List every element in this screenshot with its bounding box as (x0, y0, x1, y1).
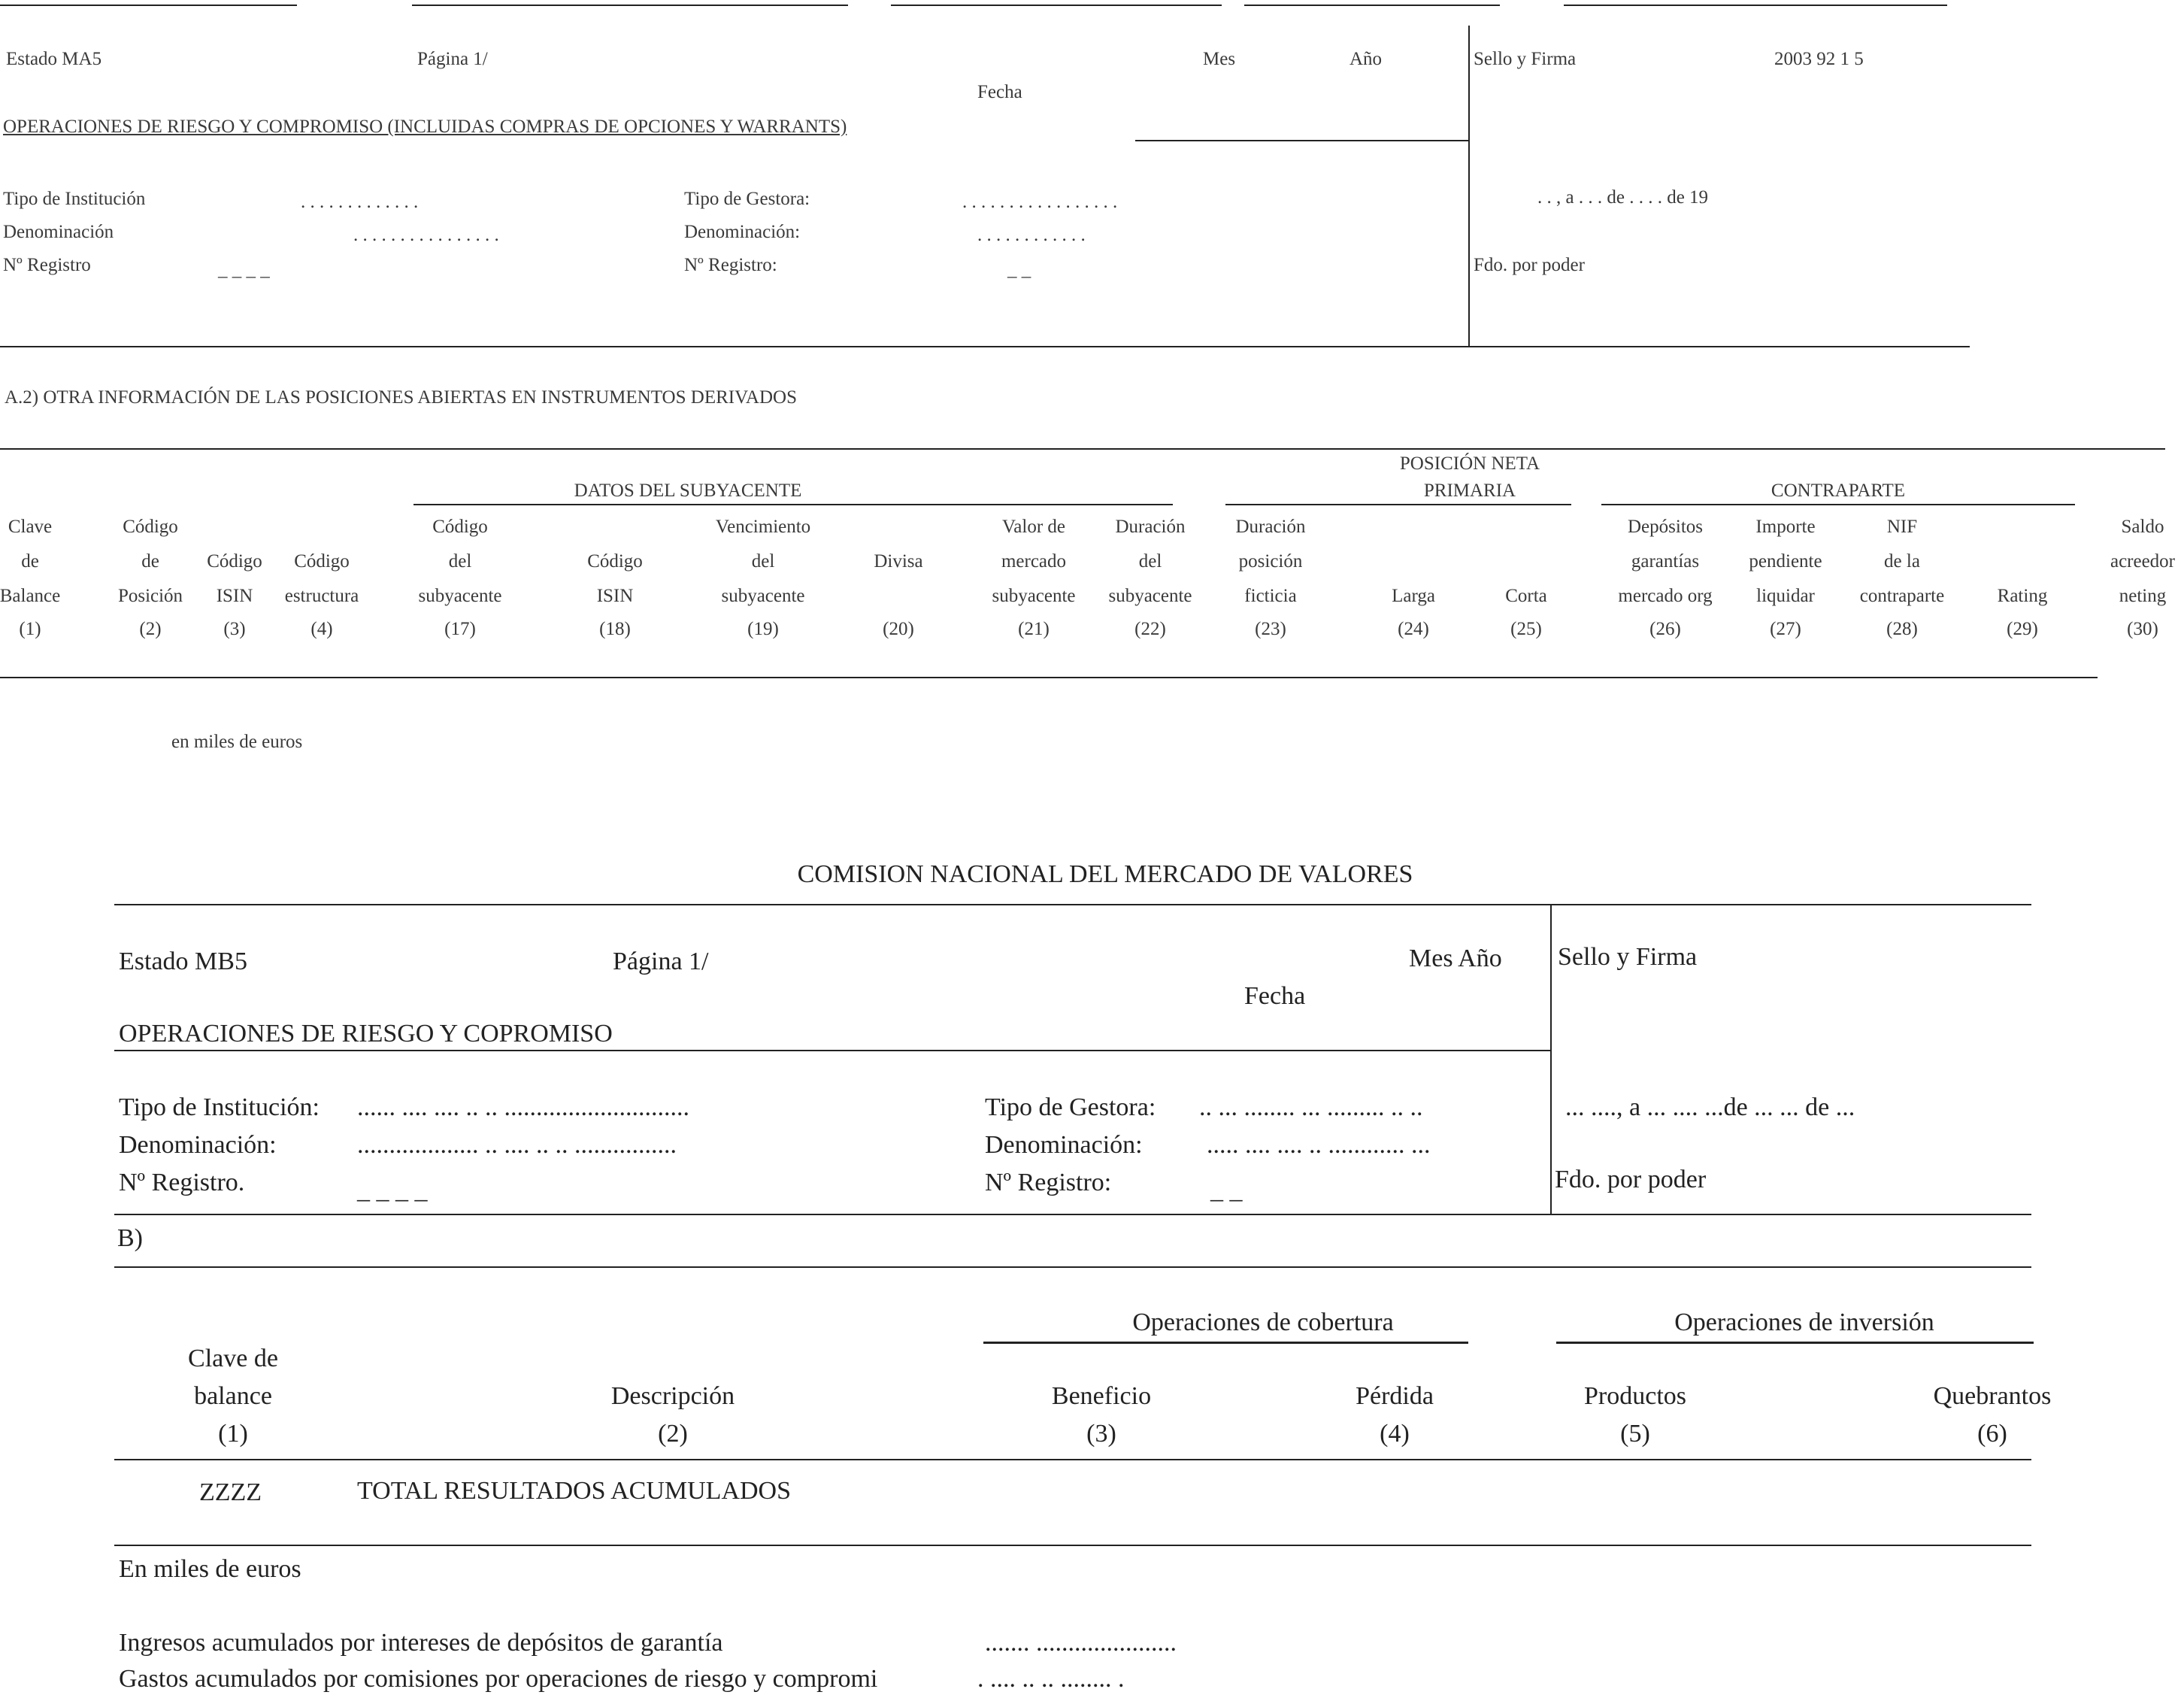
upper-col-16-line-4: (28) (1886, 619, 1918, 639)
lower-col-1-line-2: balance (194, 1382, 272, 1410)
group-cobertura-rule (983, 1342, 1468, 1344)
fecha-label: Fecha (1244, 982, 1306, 1010)
upper-col-15-line-3: liquidar (1756, 586, 1815, 606)
upper-col-18-line-1: Saldo (2121, 517, 2164, 537)
table-bottom-rule (0, 677, 2098, 678)
group-datos-rule (413, 504, 1173, 505)
upper-col-13-line-3: Corta (1505, 586, 1547, 606)
left-field-3: Nº Registro. (119, 1169, 245, 1196)
lower-col-3-line-3: (3) (1086, 1420, 1116, 1448)
left-field-2: Denominación: (119, 1131, 277, 1159)
table-header-rule (114, 1459, 2031, 1460)
upper-col-7-line-3: subyacente (721, 586, 805, 606)
estado-label: Estado MA5 (6, 49, 102, 69)
lower-col-6-line-2: Quebrantos (1933, 1382, 2052, 1410)
upper-col-5-line-2: del (448, 551, 472, 572)
upper-col-6-line-4: (18) (599, 619, 631, 639)
group-posicion-1: POSICIÓN NETA (1399, 453, 1540, 474)
pagina-label: Página 1/ (417, 49, 488, 69)
lower-col-5-line-2: Productos (1584, 1382, 1686, 1410)
upper-col-13-line-4: (25) (1510, 619, 1542, 639)
upper-col-1-line-3: Balance (0, 586, 61, 606)
group-cobertura: Operaciones de cobertura (1132, 1308, 1394, 1336)
upper-col-11-line-1: Duración (1235, 517, 1306, 537)
upper-col-7-line-4: (19) (747, 619, 779, 639)
right-value-1[interactable]: .. ... ........ ... ......... .. .. (1199, 1093, 1423, 1121)
upper-col-14-line-3: mercado org (1618, 586, 1713, 606)
upper-col-17-line-3: Rating (1997, 586, 2048, 606)
upper-col-18-line-4: (30) (2127, 619, 2158, 639)
upper-col-16-line-1: NIF (1886, 517, 1918, 537)
upper-col-14-line-2: garantías (1631, 551, 1700, 572)
upper-col-11-line-3: ficticia (1244, 586, 1297, 606)
upper-col-14-line-1: Depósitos (1628, 517, 1703, 537)
table-top-rule (0, 448, 2165, 450)
left-value-1[interactable]: ...... .... .... .. .. ............................. (357, 1093, 689, 1121)
upper-col-1-line-4: (1) (19, 619, 41, 639)
upper-col-3-line-4: (3) (223, 619, 246, 639)
left-value-3[interactable]: _ _ _ _ (357, 1176, 428, 1204)
upper-col-10-line-2: del (1138, 551, 1162, 572)
right-field-3: Nº Registro: (684, 255, 777, 275)
group-contraparte-rule (1601, 504, 2075, 505)
pagina-label: Página 1/ (613, 948, 709, 975)
upper-col-3-line-2: Código (207, 551, 262, 572)
upper-col-6-line-2: Código (587, 551, 643, 572)
anio-label: Año (1349, 49, 1383, 69)
right-field-2: Denominación: (985, 1131, 1143, 1159)
right-value-1[interactable]: . . . . . . . . . . . . . . . . . (962, 192, 1118, 212)
upper-col-8-line-4: (20) (883, 619, 914, 639)
right-field-2: Denominación: (684, 222, 801, 242)
upper-col-3-line-3: ISIN (216, 586, 253, 606)
upper-col-14-line-4: (26) (1649, 619, 1681, 639)
upper-col-18-line-3: neting (2119, 586, 2167, 606)
group-posicion-rule (1225, 504, 1571, 505)
footer-label-1: Ingresos acumulados por intereses de depósitos de garantía (119, 1629, 723, 1657)
lower-col-1-line-1: Clave de (188, 1345, 278, 1372)
upper-col-1-line-2: de (21, 551, 39, 572)
upper-col-15-line-4: (27) (1770, 619, 1801, 639)
left-value-3[interactable]: _ _ _ _ (218, 259, 270, 280)
upper-col-9-line-1: Valor de (1002, 517, 1065, 537)
top-rule (1564, 5, 1947, 6)
fdo-label: Fdo. por poder (1474, 255, 1585, 275)
fecha-rule (1135, 140, 1468, 141)
upper-col-2-line-3: Posición (117, 586, 183, 606)
section-rule (114, 1266, 2031, 1268)
left-field-3: Nº Registro (3, 255, 91, 275)
left-value-2[interactable]: . . . . . . . . . . . . . . . . (353, 225, 499, 245)
title-rule (114, 1050, 1550, 1051)
sello-divider (1550, 904, 1552, 1214)
upper-col-2-line-1: Código (123, 517, 178, 537)
footer-dots-2[interactable]: . .... .. .. ........ . (977, 1665, 1125, 1693)
group-inversion: Operaciones de inversión (1674, 1308, 1934, 1336)
lower-col-4-line-2: Pérdida (1356, 1382, 1434, 1410)
left-field-1: Tipo de Institución (3, 189, 146, 209)
lower-col-6-line-3: (6) (1977, 1420, 2007, 1448)
right-value-2[interactable]: ..... .... .... .. ............ ... (1207, 1131, 1431, 1159)
right-value-2[interactable]: . . . . . . . . . . . . (977, 225, 1086, 245)
form-code: 2003 92 1 5 (1774, 49, 1864, 69)
upper-col-4-line-3: estructura (284, 586, 359, 606)
upper-col-9-line-4: (21) (1018, 619, 1050, 639)
upper-col-5-line-1: Código (432, 517, 488, 537)
estado-label: Estado MB5 (119, 948, 247, 975)
upper-col-15-line-1: Importe (1755, 517, 1816, 537)
mes-anio-label: Mes Año (1409, 945, 1502, 972)
upper-col-4-line-2: Código (294, 551, 350, 572)
upper-col-7-line-1: Vencimiento (715, 517, 811, 537)
table-bottom-rule (114, 1545, 2031, 1546)
footer-label-2: Gastos acumulados por comisiones por operaciones de riesgo y compromi (119, 1665, 878, 1693)
upper-col-2-line-4: (2) (139, 619, 162, 639)
left-value-2[interactable]: ................... .. .... .. .. ................ (357, 1131, 677, 1159)
upper-col-5-line-3: subyacente (418, 586, 502, 606)
upper-col-18-line-2: acreedor (2110, 551, 2176, 572)
form-title: OPERACIONES DE RIESGO Y COMPROMISO (INCLUIDAS COMPRAS DE OPCIONES Y WARRANTS) (3, 117, 847, 137)
lower-col-4-line-3: (4) (1380, 1420, 1410, 1448)
upper-col-2-line-2: de (141, 551, 159, 572)
upper-col-6-line-3: ISIN (596, 586, 634, 606)
footer-dots-1[interactable]: ....... ...................... (985, 1629, 1177, 1657)
upper-col-10-line-4: (22) (1134, 619, 1166, 639)
sello-label: Sello y Firma (1474, 49, 1577, 69)
place-date[interactable]: ... ...., a ... .... ...de ... ... de ... (1565, 1093, 1855, 1121)
place-date[interactable]: . . , a . . . de . . . . de 19 (1537, 187, 1709, 208)
top-rule (1244, 5, 1500, 6)
right-field-1: Tipo de Gestora: (985, 1093, 1156, 1121)
left-value-1[interactable]: . . . . . . . . . . . . . (301, 192, 419, 212)
top-rule (891, 5, 1222, 6)
mes-label: Mes (1203, 49, 1236, 69)
section-title: B) (117, 1224, 143, 1252)
upper-col-1-line-1: Clave (8, 517, 53, 537)
cnmv-header: COMISION NACIONAL DEL MERCADO DE VALORES (797, 860, 1413, 888)
right-field-3: Nº Registro: (985, 1169, 1112, 1196)
upper-col-12-line-3: Larga (1392, 586, 1435, 606)
upper-col-7-line-2: del (751, 551, 775, 572)
group-posicion-2: PRIMARIA (1423, 481, 1516, 501)
row-clave: ZZZZ (199, 1478, 262, 1506)
top-rule (0, 5, 297, 6)
lower-col-1-line-3: (1) (218, 1420, 248, 1448)
units-note: En miles de euros (119, 1555, 301, 1583)
units-note: en miles de euros (171, 732, 303, 752)
upper-col-4-line-4: (4) (310, 619, 333, 639)
lower-col-3-line-2: Beneficio (1051, 1382, 1152, 1410)
upper-col-11-line-2: posición (1238, 551, 1303, 572)
fdo-label: Fdo. por poder (1555, 1166, 1707, 1193)
left-field-1: Tipo de Institución: (119, 1093, 320, 1121)
row-descripcion: TOTAL RESULTADOS ACUMULADOS (357, 1477, 792, 1505)
lower-col-5-line-3: (5) (1620, 1420, 1650, 1448)
upper-col-17-line-4: (29) (2007, 619, 2038, 639)
upper-col-9-line-3: subyacente (992, 586, 1076, 606)
section-title: A.2) OTRA INFORMACIÓN DE LAS POSICIONES ABIERTAS EN INSTRUMENTOS DERIVADOS (5, 387, 797, 408)
upper-col-9-line-2: mercado (1001, 551, 1067, 572)
right-value-3[interactable]: _ _ (1210, 1176, 1243, 1204)
group-inversion-rule (1556, 1342, 2034, 1344)
group-contraparte: CONTRAPARTE (1771, 481, 1906, 501)
upper-col-10-line-1: Duración (1115, 517, 1186, 537)
upper-col-5-line-4: (17) (444, 619, 476, 639)
lower-top-rule (114, 904, 2031, 905)
upper-col-11-line-4: (23) (1255, 619, 1286, 639)
upper-col-10-line-3: subyacente (1108, 586, 1192, 606)
lower-col-2-line-2: Descripción (610, 1382, 735, 1410)
upper-col-12-line-4: (24) (1398, 619, 1429, 639)
sello-label: Sello y Firma (1558, 943, 1698, 971)
group-datos: DATOS DEL SUBYACENTE (574, 481, 802, 501)
upper-col-8-line-2: Divisa (874, 551, 923, 572)
right-field-1: Tipo de Gestora: (684, 189, 810, 209)
upper-col-16-line-2: de la (1884, 551, 1920, 572)
upper-col-16-line-3: contraparte (1859, 586, 1945, 606)
lower-col-2-line-3: (2) (658, 1420, 688, 1448)
top-rule (412, 5, 848, 6)
left-field-2: Denominación (3, 222, 114, 242)
header-bottom-rule (114, 1214, 2031, 1215)
form-title: OPERACIONES DE RIESGO Y COPROMISO (119, 1020, 613, 1048)
sello-divider (1468, 26, 1470, 347)
right-value-3[interactable]: _ _ (1007, 259, 1031, 280)
header-bottom-rule (0, 346, 1970, 347)
upper-col-15-line-2: pendiente (1749, 551, 1822, 572)
fecha-label: Fecha (977, 82, 1022, 102)
